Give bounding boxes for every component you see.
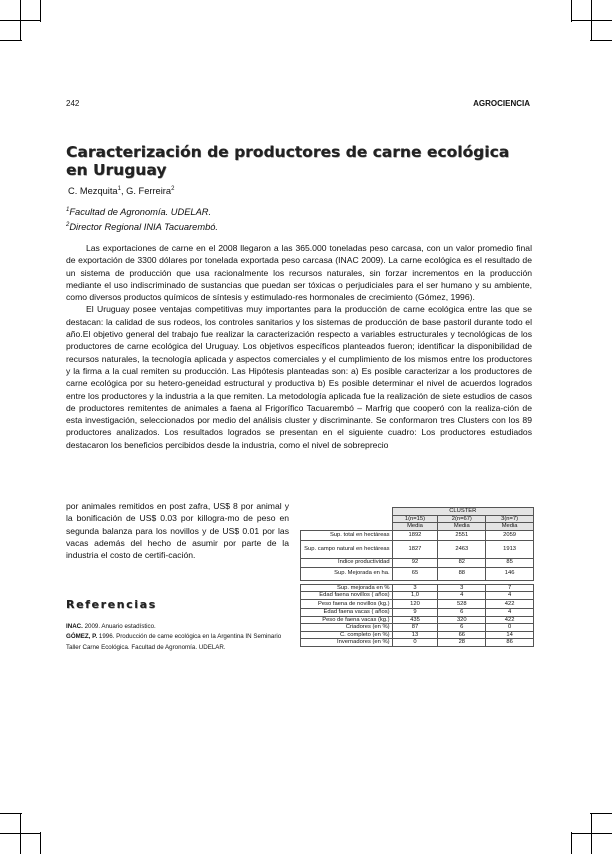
cluster-table (300, 507, 534, 647)
table-cell: 9 (392, 608, 438, 616)
journal-name: AGROCIENCIA (473, 99, 530, 108)
paragraph-2: El Uruguay posee ventajas competitivas muy importantes para la producción de carne ecológica entre las que se destacan: la calidad de sus rodeos, los controles sanitarios y los sistemas de producción de base pastoril durante todo el año.El objetivo general del trabajo fue realizar la caracterización respecto a variables estructurales y tecnológicas de los productores de carne ecológica del Uruguay. Los objetivos específicos planteados fueron; identificar la disponibilidad de recursos naturales, la tecnología aplicada y aspectos comerciales y el cumplimiento de los mismos entre los productores y la firma a la cual remiten su producción. Las Hipótesis planteadas son: a) Es posible caracterizar a los productores de carne ecológica por su hetero-geneidad estructural y productiva b) Es posible determinar el nivel de acuerdos logrados entre los productores y la industria a la que remiten. La metodología aplicada fue la realización de siete estudios de casos de productores remitentes de animales a faena al Frigorífico Tacuarembó – Marfrig que cooperó con la realiza-ción de esta investigación, seleccionados por medio del análisis cluster y discriminante. Se conformaron tres Clusters con los 89 productores analizados. Los resultados logrados se presentan en el siguiente cuadro: Los productores estudiados destacaron los beneficios percibidos desde la industria, como el nivel de sobreprecio (66, 304, 532, 450)
row-label: Peso de faena vacas (kg.) (301, 616, 393, 624)
row-label: Sup. Mejorada en ha. (301, 567, 393, 580)
table-cell: 4 (486, 608, 534, 616)
table-row (301, 584, 534, 592)
table-row (301, 567, 534, 580)
crop-mark (590, 813, 612, 814)
references-heading: Referencias (66, 598, 157, 611)
paragraph-1: Las exportaciones de carne en el 2008 llegaron a las 365.000 toneladas peso carcasa, con un valor promedio final de exportación de 3300 dólares por tonelada exportada peso carcasa (INAC 2009). La carne ecológica es el resultado de un sistema de producción que usa racionalmente los recursos naturales, sin forzar incrementos en la producción mediante el uso indiscriminado de sustancias que puedan ser tóxicas o perjudiciales para el ser humano y su ambiente, como diversos productos químicos de síntesis y estimulado-res hormonales de crecimiento (Gómez, 1996). (66, 243, 532, 303)
table-cell: 422 (486, 599, 534, 608)
table-row (301, 558, 534, 567)
affiliation-1-sup: 1 (66, 206, 70, 213)
table-cell: 3 (438, 584, 486, 592)
table-cell: 2059 (486, 530, 534, 540)
table-cell: 1,0 (392, 592, 438, 600)
table-corner (301, 523, 393, 531)
table-cell: 66 (438, 631, 486, 639)
table-cell: 435 (392, 616, 438, 624)
row-label: Sup. mejorada en % (301, 584, 393, 592)
affiliation-1 (66, 207, 211, 217)
table-row (301, 530, 534, 540)
crop-mark (572, 833, 612, 834)
paragraph-2-continuation: por animales remitidos en post zafra, US$ 8 por animal y la bonificación de US$ 0.03 por killogra-mo de peso en segunda balanza para los novillos y de US$ 0.01 por las vacas además del hecho de asumir por parte de la industria el costo de certifi-cación. (66, 501, 289, 561)
references-list (66, 622, 296, 653)
reference-author: GÓMEZ, P. (66, 633, 98, 641)
author-separator: , G. Ferreira (120, 186, 172, 196)
table-cell: 1913 (486, 540, 534, 558)
table-cell: 85 (486, 558, 534, 567)
stat-header: Media (438, 523, 486, 531)
table-corner (301, 515, 393, 523)
table-cell: 2551 (438, 530, 486, 540)
column-header: 1(n=15) (392, 515, 438, 523)
row-label: Sup. total en hectáreas (301, 530, 393, 540)
affiliation-2-text: Director Regional INIA Tacuarembó. (69, 222, 218, 232)
author-1-sup: 1 (117, 185, 121, 192)
row-label: Edad faena novillos ( años) (301, 592, 393, 600)
stat-header: Media (486, 523, 534, 531)
crop-mark (0, 813, 22, 814)
crop-mark (572, 20, 612, 21)
table-cell: 92 (392, 558, 438, 567)
page-number: 242 (66, 99, 80, 108)
table-cell: 0 (392, 639, 438, 647)
table-corner (301, 508, 393, 516)
crop-mark (571, 0, 572, 22)
table-cell: 82 (438, 558, 486, 567)
author-2-sup: 2 (171, 185, 175, 192)
table-header-row (301, 523, 534, 531)
table-cell: 1827 (392, 540, 438, 558)
table-cell: 65 (392, 567, 438, 580)
affiliation-2 (66, 222, 218, 232)
crop-mark (590, 40, 612, 41)
column-header: 2(n=67) (438, 515, 486, 523)
table-cell: 28 (438, 639, 486, 647)
crop-mark (571, 832, 572, 854)
affiliation-2-sup: 2 (66, 221, 70, 228)
table-row (301, 631, 534, 639)
table-cell: 87 (392, 624, 438, 632)
row-label: Invernadores (en %) (301, 639, 393, 647)
row-label: Índice productividad (301, 558, 393, 567)
table-cell: 4 (486, 592, 534, 600)
row-label: C. completo (en %) (301, 631, 393, 639)
crop-mark (0, 40, 22, 41)
table-header-row (301, 508, 534, 516)
table-row (301, 616, 534, 624)
stat-header: Media (392, 523, 438, 531)
reference-text: 1996. Producción de carne ecológica en la Argentina IN Seminario Taller Carne Ecológica. Facultad de Agronomía. UDELAR. (66, 633, 282, 651)
table-cell: 13 (392, 631, 438, 639)
table-cell: 4 (438, 592, 486, 600)
table-row (301, 599, 534, 608)
authors (68, 186, 174, 196)
crop-mark (0, 833, 40, 834)
table-cell: 3 (392, 584, 438, 592)
row-label: Peso faena de novillos (kg.) (301, 599, 393, 608)
table-cell: 88 (438, 567, 486, 580)
reference-item (66, 632, 296, 653)
author-1: C. Mezquita (68, 186, 118, 196)
crop-mark (40, 0, 41, 22)
table-cell: 86 (486, 639, 534, 647)
row-label: Criadores (en %) (301, 624, 393, 632)
reference-item (66, 622, 296, 632)
reference-text: 2009. Anuario estadístico. (82, 623, 156, 630)
crop-mark (20, 814, 21, 854)
table-cell: 14 (486, 631, 534, 639)
row-label: Sup. campo natural en hectáreas (301, 540, 393, 558)
article-body (66, 242, 532, 451)
row-label: Edad faena vacas ( años) (301, 608, 393, 616)
table-row (301, 592, 534, 600)
affiliation-1-text: Facultad de Agronomía. UDELAR. (69, 207, 212, 217)
table-cell: 7 (486, 584, 534, 592)
table-header-row (301, 515, 534, 523)
table-cell: 320 (438, 616, 486, 624)
table-cell: 2463 (438, 540, 486, 558)
table-row (301, 624, 534, 632)
table-row (301, 639, 534, 647)
table-cell: 422 (486, 616, 534, 624)
cluster-group-header: CLUSTER (392, 508, 533, 516)
table-cell: 528 (438, 599, 486, 608)
reference-author: INAC. (66, 623, 83, 630)
crop-mark (591, 814, 592, 854)
table-cell: 6 (438, 608, 486, 616)
table-cell: 6 (438, 624, 486, 632)
crop-mark (40, 832, 41, 854)
table-cell: 1892 (392, 530, 438, 540)
column-header: 3(n=7) (486, 515, 534, 523)
table-row (301, 608, 534, 616)
crop-mark (0, 20, 40, 21)
article-title: Caracterización de productores de carne ecológica en Uruguay (66, 143, 510, 179)
table-cell: 0 (486, 624, 534, 632)
table-cell: 146 (486, 567, 534, 580)
table-row (301, 540, 534, 558)
table-cell: 120 (392, 599, 438, 608)
